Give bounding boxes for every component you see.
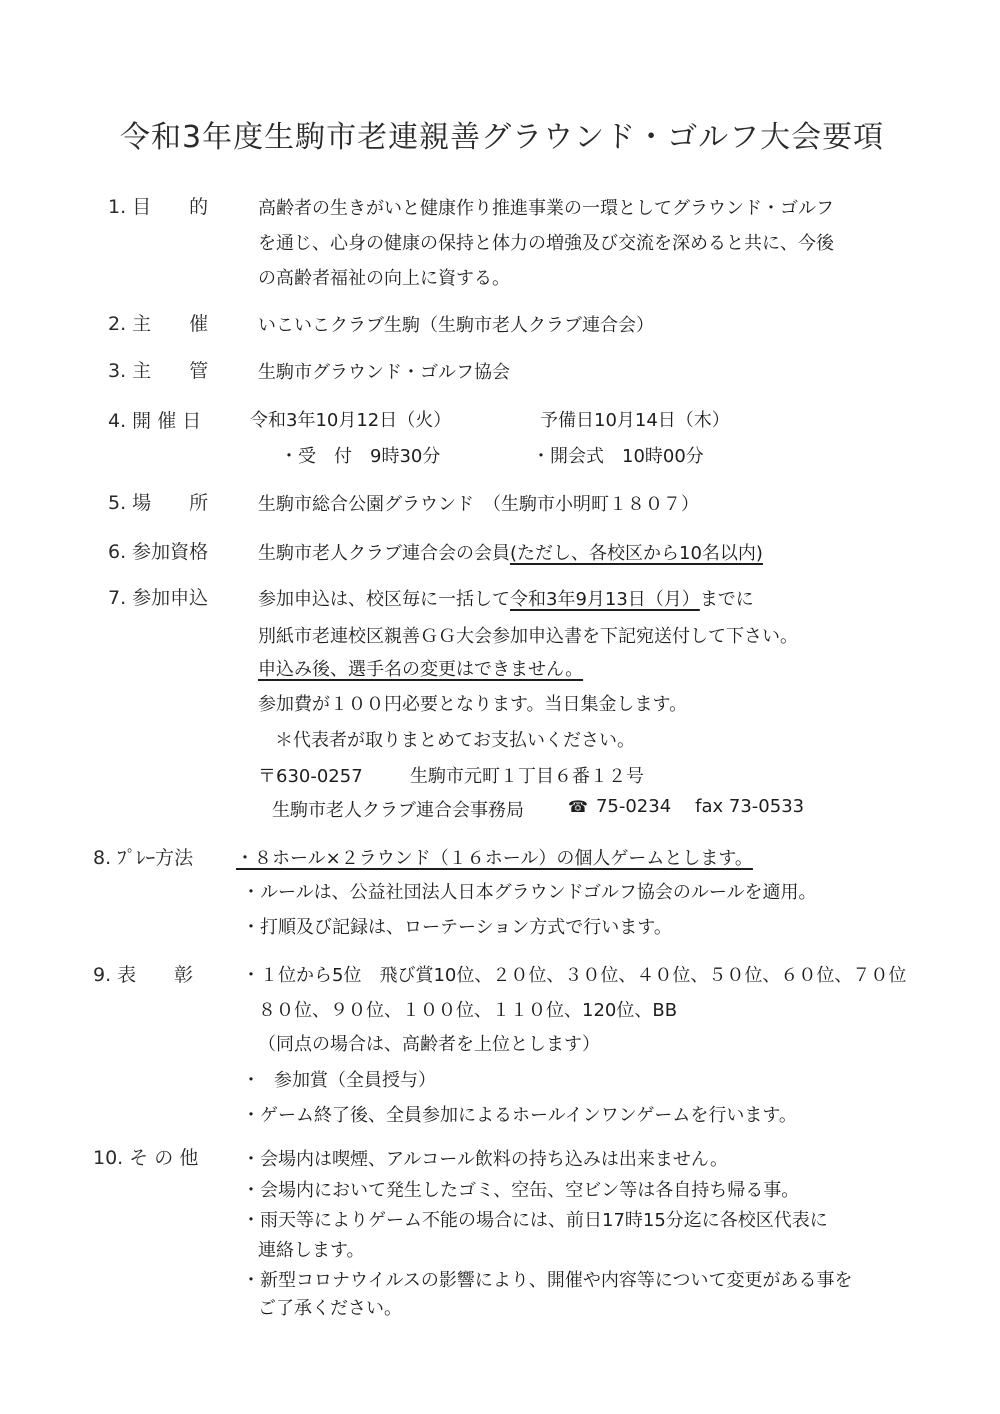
section-6-label: 6. 参加資格 bbox=[108, 541, 209, 563]
section-5-label: 5. 場 所 bbox=[108, 492, 209, 514]
awards-line-2: ８０位、９０位、１００位、１１０位、120位、BB bbox=[258, 1000, 678, 1021]
application-line-5: ＊代表者が取りまとめてお支払いください。 bbox=[275, 730, 635, 751]
document-title: 令和3年度生駒市老連親善グラウンド・ゴルフ大会要項 bbox=[120, 120, 885, 155]
other-line-3: ・雨天等によりゲーム不能の場合には、前日17時15分迄に各校区代表に bbox=[242, 1210, 828, 1231]
office-address: 生駒市元町１丁目６番１２号 bbox=[410, 766, 644, 787]
section-8-label: 8. ﾌﾟﾚｰ方法 bbox=[93, 847, 194, 869]
awards-line-3: （同点の場合は、高齢者を上位とします） bbox=[258, 1034, 600, 1055]
application-text-end: までに bbox=[699, 589, 754, 610]
play-method-line-1: ・８ホール×２ラウンド（１６ホール）の個人ゲームとします。 bbox=[236, 848, 753, 869]
application-line-4: 参加費が１００円必要となります。当日集金します。 bbox=[258, 694, 688, 715]
play-method-line-3: ・打順及び記録は、ローテーション方式で行います。 bbox=[242, 917, 672, 938]
office-tel: 75-0234 bbox=[595, 796, 672, 817]
section-7-label: 7. 参加申込 bbox=[108, 587, 209, 609]
section-4-label: 4. 開 催 日 bbox=[108, 410, 202, 432]
awards-line-4: 参加賞（全員授与） bbox=[274, 1070, 436, 1091]
opening-time: ・開会式 10時00分 bbox=[532, 446, 704, 467]
office-fax: fax 73-0533 bbox=[695, 796, 805, 817]
other-line-5: ・新型コロナウイルスの影響により、開催や内容等について変更がある事を bbox=[242, 1270, 853, 1291]
other-line-4: 連絡します。 bbox=[258, 1240, 365, 1261]
awards-line-5: ・ゲーム終了後、全員参加によるホールインワンゲームを行います。 bbox=[242, 1105, 797, 1126]
reserve-date: 予備日10月14日（木） bbox=[540, 410, 730, 431]
awards-line-1: ・１位から5位 飛び賞10位、２０位、３０位、４０位、５０位、６０位、７０位 bbox=[242, 965, 907, 986]
section-1-line-1: 高齢者の生きがいと健康作り推進事業の一環としてグラウンド・ゴルフ bbox=[258, 198, 834, 219]
event-date: 令和3年10月12日（火） bbox=[250, 410, 452, 431]
reception-time: ・受 付 9時30分 bbox=[280, 446, 441, 467]
section-6-text bbox=[258, 539, 763, 565]
section-1-label: 1. 目 的 bbox=[108, 196, 209, 218]
postal-code: 〒630-0257 bbox=[258, 766, 363, 787]
other-line-2: ・会場内において発生したゴミ、空缶、空ビン等は各自持ち帰る事。 bbox=[242, 1180, 800, 1201]
section-9-label: 9. 表 彰 bbox=[93, 964, 194, 986]
application-text: 参加申込は、校区毎に一括して bbox=[258, 589, 510, 610]
section-10-label: 10. そ の 他 bbox=[93, 1147, 199, 1169]
section-3-text: 生駒市グラウンド・ゴルフ協会 bbox=[258, 362, 510, 383]
section-2-text: いこいこクラブ生駒（生駒市老人クラブ連合会） bbox=[258, 315, 654, 336]
play-method-line-2: ・ルールは、公益社団法人日本グラウンドゴルフ協会のルールを適用。 bbox=[242, 882, 817, 903]
other-line-1: ・会場内は喫煙、アルコール飲料の持ち込みは出来ません。 bbox=[242, 1149, 728, 1170]
eligibility-limit: (ただし、各校区から10名以内) bbox=[510, 543, 763, 564]
section-5-text: 生駒市総合公園グラウンド （生駒市小明町１８０７） bbox=[258, 494, 699, 515]
application-line-1 bbox=[258, 585, 754, 611]
section-2-label: 2. 主 催 bbox=[108, 313, 209, 335]
application-line-3: 申込み後、選手名の変更はできません。 bbox=[258, 659, 584, 680]
application-deadline: 令和3年9月13日（月） bbox=[510, 589, 700, 610]
section-1-line-2: を通じ、心身の健康の保持と体力の増強及び交流を深めると共に、今後 bbox=[258, 233, 834, 254]
application-line-2: 別紙市老連校区親善ＧＧ大会参加申込書を下記宛送付して下さい。 bbox=[258, 626, 798, 647]
office-name: 生駒市老人クラブ連合会事務局 bbox=[272, 800, 524, 821]
eligibility-text: 生駒市老人クラブ連合会の会員 bbox=[258, 543, 510, 564]
section-3-label: 3. 主 管 bbox=[108, 360, 209, 382]
awards-bullet: ・ bbox=[242, 1070, 260, 1091]
other-line-6: ご了承ください。 bbox=[258, 1298, 402, 1319]
office-contact bbox=[568, 796, 804, 817]
section-1-line-3: の高齢者福祉の向上に資する。 bbox=[258, 268, 510, 289]
telephone-icon: ☎ bbox=[568, 797, 588, 816]
